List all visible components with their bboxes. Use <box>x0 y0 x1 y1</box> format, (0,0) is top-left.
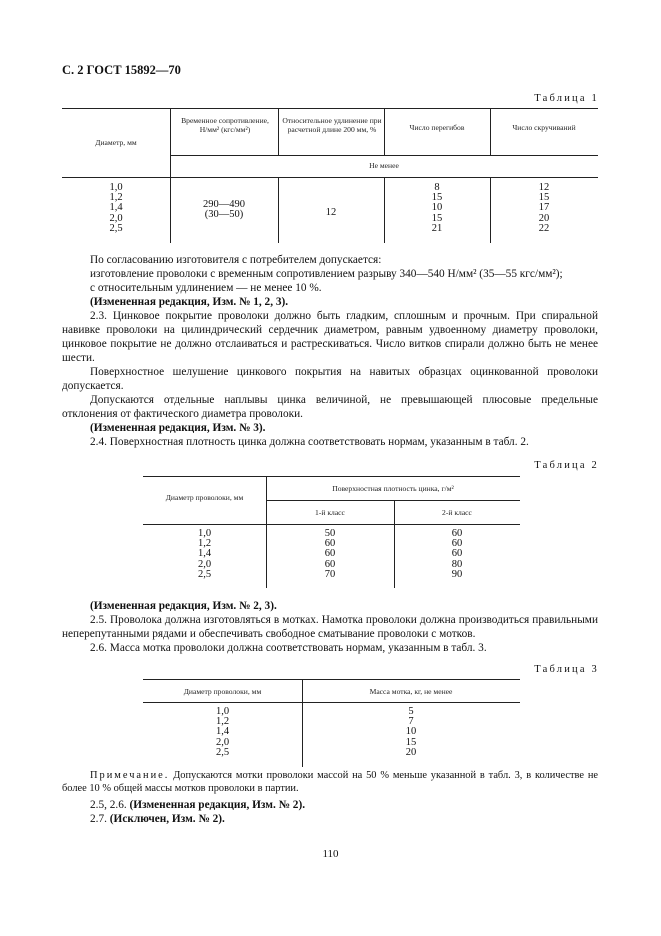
table1-col-diameter: Диаметр, мм <box>95 138 137 147</box>
para-2-5-2-6-prefix: 2.5, 2.6. <box>90 799 130 811</box>
table2-col-diameter: Диаметр проволоки, мм <box>165 493 244 502</box>
table2-col-class2: 2-й класс <box>442 508 472 517</box>
table2-col-class1: 1-й класс <box>315 508 345 517</box>
para-revision-3: (Измененная редакция, Изм. № 2, 3). <box>90 600 277 612</box>
table3-caption: Таблица 3 <box>534 664 599 675</box>
table1-col-elongation: Относительное удлинение при расчетной длине 200 мм, % <box>282 116 382 134</box>
note-label: Примечание. <box>90 770 170 781</box>
table2-col-density: Поверхностная плотность цинка, г/м² <box>332 484 454 493</box>
table1-strength-value: 290—490 (30—50) <box>203 199 245 221</box>
text-block-1 <box>62 253 598 449</box>
table2-caption: Таблица 2 <box>534 460 599 471</box>
table3-col-mass: Масса мотка, кг, не менее <box>369 687 453 696</box>
table1-elongation-value: 12 <box>325 207 337 218</box>
para-peeling: Поверхностное шелушение цинкового покрытия на навитых образцах оцинкованной проволоки допускается. <box>62 366 598 392</box>
table1-col-strength: Временное сопротивление, Н/мм² (кгс/мм²) <box>181 116 269 134</box>
table1-diameters: 1,0 1,2 1,4 2,0 2,5 <box>109 182 123 234</box>
para-elongation: с относительным удлинением — не менее 10 %. <box>90 282 322 294</box>
table2-class1: 50 60 60 60 70 <box>324 528 336 580</box>
table3-col-diameter: Диаметр проволоки, мм <box>183 687 262 696</box>
para-revision-2: (Измененная редакция, Изм. № 3). <box>90 422 266 434</box>
para-2-7-prefix: 2.7. <box>90 813 110 825</box>
table3-mass: 5 7 10 15 20 <box>405 706 417 758</box>
para-excluded: (Исключен, Изм. № 2). <box>109 813 225 825</box>
table2-class2: 60 60 60 80 90 <box>451 528 463 580</box>
table3-note <box>62 770 598 795</box>
para-2-3: 2.3. Цинковое покрытие проволоки должно быть гладким, сплошным и прочным. При спиральной навивке проволоки на цилиндрический сердечник диаметром, равным удвоенному диаметру проволоки, цинковое покрытие не должно отслаиваться и растрескиваться. Число витков спирали должно быть не менее шести. <box>62 310 598 364</box>
table1-bends: 8 15 10 15 21 <box>431 182 443 234</box>
page-header: С. 2 ГОСТ 15892—70 <box>62 63 181 77</box>
table1-subheader: Не менее <box>369 161 399 170</box>
table1-caption: Таблица 1 <box>534 93 599 104</box>
para-2-4: 2.4. Поверхностная плотность цинка должна соответствовать нормам, указанным в табл. 2. <box>90 436 529 448</box>
table1-twists: 12 15 17 20 22 <box>538 182 550 234</box>
para-strength: изготовление проволоки с временным сопротивлением разрыву 340—540 Н/мм² (35—55 кгс/мм²); <box>90 268 563 280</box>
para-2-5: 2.5. Проволока должна изготовляться в мотках. Намотка проволоки должна производиться правильными неперепутанными рядами и обеспечивать свободное сматывание проволоки с мотков. <box>62 614 598 640</box>
para-revision-1: (Измененная редакция, Изм. № 1, 2, 3). <box>90 296 289 308</box>
para-revision-4: (Измененная редакция, Изм. № 2). <box>129 799 306 811</box>
para-agreement: По согласованию изготовителя с потребителем допускается: <box>90 254 382 266</box>
para-2-6: 2.6. Масса мотка проволоки должна соответствовать нормам, указанным в табл. 3. <box>90 642 487 654</box>
note-text: Допускаются мотки проволоки массой на 50 % меньше указанной в табл. 3, в количестве не более 10 % общей массы мотков проволоки в партии. <box>62 770 598 794</box>
table1-col-twists: Число скручиваний <box>512 123 576 132</box>
table3-diameters: 1,0 1,2 1,4 2,0 2,5 <box>215 706 230 758</box>
table1-col-bends: Число перегибов <box>409 123 465 132</box>
text-block-3 <box>62 798 598 826</box>
para-sagging: Допускаются отдельные наплывы цинка величиной, не превышающей плюсовые предельные отклонения от фактического диаметра проволоки. <box>62 394 598 420</box>
table2-diameters: 1,0 1,2 1,4 2,0 2,5 <box>197 528 212 580</box>
page-number: 110 <box>322 848 339 860</box>
text-block-2 <box>62 599 598 655</box>
